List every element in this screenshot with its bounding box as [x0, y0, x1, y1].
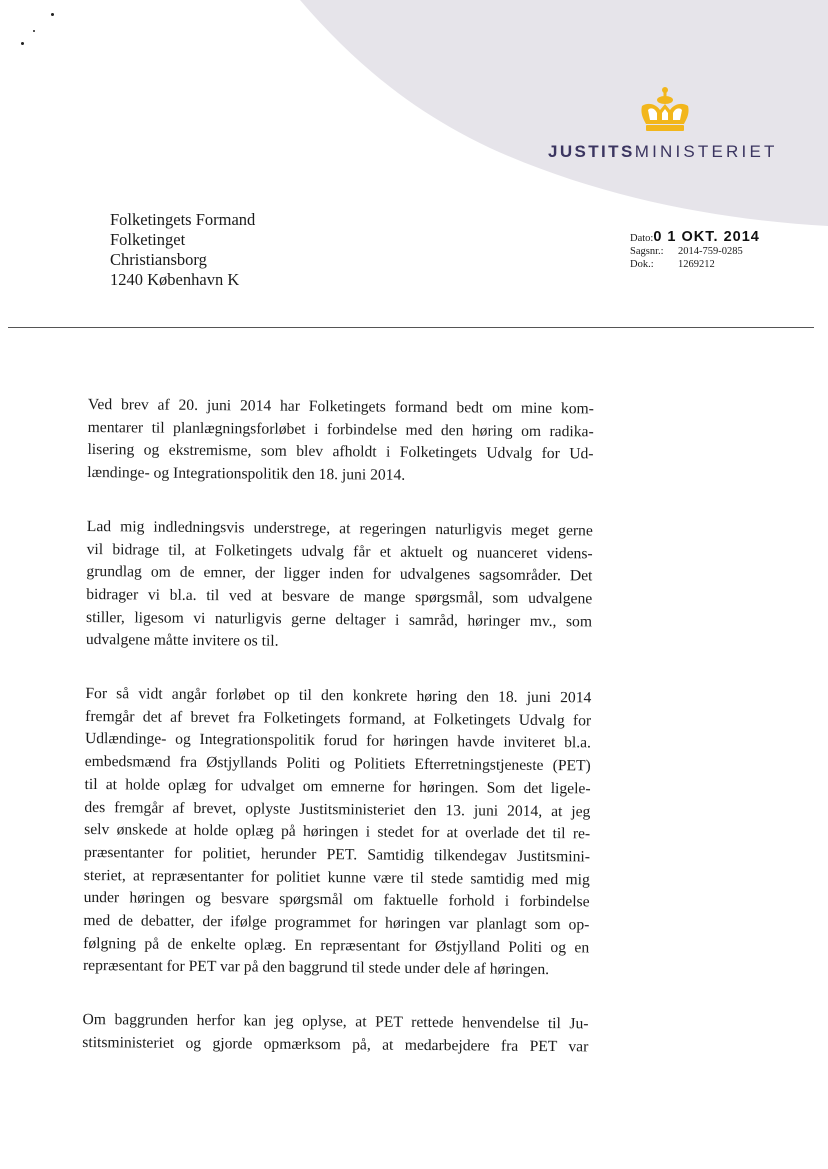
ministry-logo	[548, 142, 778, 162]
scan-speck	[51, 13, 54, 16]
letter-body	[82, 394, 594, 1090]
text-line: For så vidt angår forløbet op til den konkrete høring den 18. juni 2014	[85, 685, 592, 707]
date-label: Dato:	[630, 233, 654, 244]
text-line: Om baggrunden herfor kan jeg oplyse, at PET rettede henvendelse til Ju-	[82, 1011, 589, 1033]
paragraph	[82, 1009, 588, 1059]
case-row	[630, 245, 760, 258]
recipient-line: 1240 København K	[110, 270, 240, 289]
logo-text: MINISTERIET	[634, 142, 778, 161]
recipient-address	[110, 210, 255, 290]
text-line: steriet, at repræsentanter for politiet kunne være til stede samtidig med mig	[83, 866, 590, 889]
doc-number: 1269212	[678, 259, 715, 270]
text-line: Lad mig indledningsvis understrege, at regeringen naturligvis meget gerne	[86, 517, 593, 540]
text-line: med de debatter, der ifølge programmet for høringen var planlagt som op-	[83, 912, 590, 934]
scan-speck	[33, 30, 35, 32]
paragraph	[87, 394, 594, 489]
text-line: under høringen og besvare spørgsmål om faktuelle forhold i forbindelse	[83, 889, 590, 911]
text-line: des fremgår af brevet, oplyste Justitsministeriet den 13. juni 2014, at jeg	[84, 798, 591, 820]
text-line: bidrager vi bl.a. til ved at besvare de mange spørgsmål, som udvalgene	[86, 585, 593, 608]
case-number: 2014-759-0285	[678, 246, 743, 257]
doc-label: Dok.:	[630, 259, 654, 270]
recipient-line: Christiansborg	[110, 250, 207, 269]
text-line: stitsministeriet og gjorde opmærksom på, at medarbejdere fra PET var	[82, 1033, 589, 1056]
text-line: grundlag om de emner, der ligger inden for udvalgenes sagsområder. Det	[86, 563, 593, 585]
case-label: Sagsnr.:	[630, 246, 664, 257]
text-line: embedsmænd fra Østjyllands Politi og Politiets Efterretningstjeneste (PET)	[84, 753, 591, 775]
text-line: Udlændinge- og Integrationspolitik forud for høringen havde inviteret bl.a.	[84, 730, 592, 752]
recipient-line: Folketinget	[110, 230, 186, 249]
crown-icon	[636, 86, 694, 136]
text-line: repræsentant for PET var på den baggrund til stede under dele af høringen.	[82, 957, 550, 979]
text-line: selv ønskede at holde oplæg på høringen i stedet for at overlade det til re-	[84, 821, 591, 843]
date-stamp: 0 1 OKT. 2014	[653, 229, 760, 245]
recipient-line: Folketingets Formand	[110, 210, 256, 229]
paragraph	[83, 683, 592, 983]
text-line: lændinge- og Integrationspolitik den 18. juni 2014.	[87, 464, 406, 484]
letterhead-swoosh	[0, 0, 828, 240]
logo-bold-text: JUSTITS	[548, 142, 635, 161]
header-divider	[8, 327, 814, 328]
scan-speck	[21, 42, 24, 45]
paragraph	[86, 516, 593, 657]
text-line: Ved brev af 20. juni 2014 har Folketingets formand bedt om mine kom-	[87, 395, 594, 418]
doc-row	[630, 258, 760, 271]
date-row	[630, 229, 760, 245]
text-line: følgning på de enkelte oplæg. En repræsentant for Østjylland Politi og en	[83, 934, 590, 957]
text-line: mentarer til planlægningsforløbet i forbindelse med den høring om radika-	[87, 418, 594, 441]
text-line: præsentanter for politiet, herunder PET. Samtidig tilkendegav Justitsmini-	[83, 843, 591, 866]
text-line: fremgår det af brevet fra Folketingets formand, at Folketingets Udvalg for	[85, 707, 592, 730]
letter-metadata	[630, 229, 760, 271]
text-line: til at holde oplæg for udvalget om emnerne for høringen. Som det ligele-	[84, 775, 591, 798]
text-line: vil bidrage til, at Folketingets udvalg får et aktuelt og nuanceret videns-	[86, 540, 593, 562]
text-line: stiller, ligesom vi naturligvis gerne deltager i samråd, høringer mv., som	[85, 608, 593, 631]
text-line: udvalgene måtte invitere os til.	[85, 631, 279, 651]
text-line: lisering og ekstremisme, som blev afholdt i Folketingets Udvalg for Ud-	[87, 441, 594, 463]
